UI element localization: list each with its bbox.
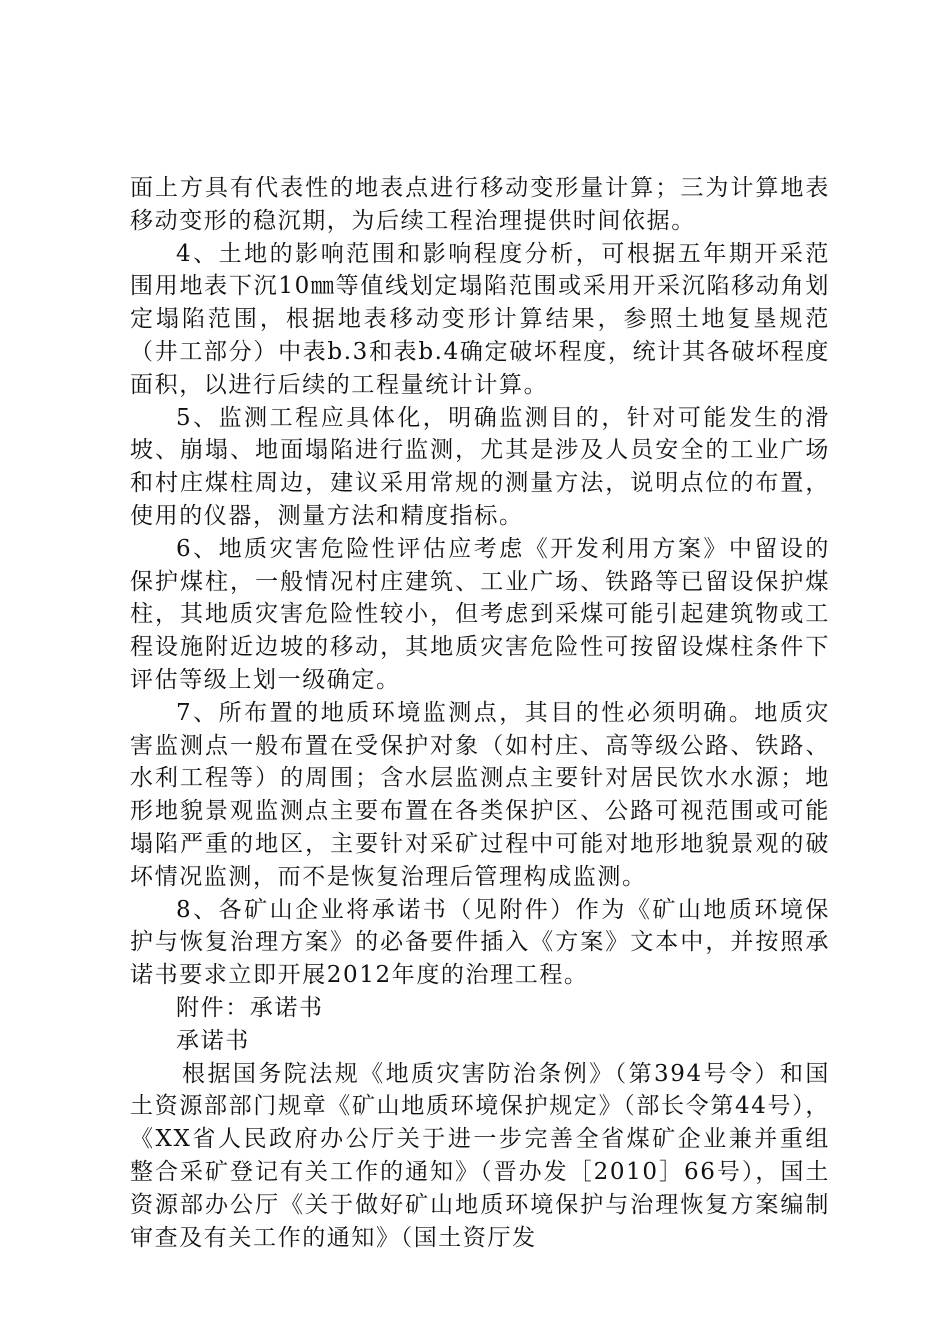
attachment-label: 附件：承诺书 — [176, 994, 324, 1021]
paragraph-item-8: 8、各矿山企业将承诺书（见附件）作为《矿山地质环境保护与恢复治理方案》的必备要件插入《方案》文本中，并按照承诺书要求立即开展2012年度的治理工程。 — [130, 896, 830, 989]
pledge-title: 承诺书 — [176, 1027, 250, 1054]
paragraph-item-6: 6、地质灾害危险性评估应考虑《开发利用方案》中留设的保护煤柱，一般情况村庄建筑、工业广场、铁路等已留设保护煤柱，其地质灾害危险性较小，但考虑到采煤可能引起建筑物或工程设施附近边坡的移动，其地质灾害危险性可按留设煤柱条件下评估等级上划一级确定。 — [130, 535, 830, 693]
paragraph-item-7: 7、所布置的地质环境监测点，其目的性必须明确。地质灾害监测点一般布置在受保护对象（如村庄、高等级公路、铁路、水利工程等）的周围；含水层监测点主要针对居民饮水水源；地形地貌景观监测点主要布置在各类保护区、公路可视范围或可能塌陷严重的地区，主要针对采矿过程中可能对地形地貌景观的破坏情况监测，而不是恢复治理后管理构成监测。 — [130, 699, 830, 890]
paragraph-continued: 面上方具有代表性的地表点进行移动变形量计算；三为计算地表移动变形的稳沉期，为后续工程治理提供时间依据。 — [130, 175, 830, 234]
pledge-body: 根据国务院法规《地质灾害防治条例》（第394号令）和国土资源部部门规章《矿山地质环境保护规定》（部长令第44号），《XX省人民政府办公厅关于进一步完善全省煤矿企业兼并重组整合采矿登记有关工作的通知》（晋办发［2010］66号），国土资源部办公厅《关于做好矿山地质环境保护与治理恢复方案编制审查及有关工作的通知》（国土资厅发 — [130, 1060, 830, 1251]
paragraph-item-5: 5、监测工程应具体化，明确监测目的，针对可能发生的滑坡、崩塌、地面塌陷进行监测，尤其是涉及人员安全的工业广场和村庄煤柱周边，建议采用常规的测量方法，说明点位的布置，使用的仪器，测量方法和精度指标。 — [130, 404, 830, 529]
paragraph-item-4: 4、土地的影响范围和影响程度分析，可根据五年期开采范围用地表下沉10㎜等值线划定塌陷范围或采用开采沉陷移动角划定塌陷范围，根据地表移动变形计算结果，参照土地复垦规范（井工部分）中表b.3和表b.4确定破坏程度，统计其各破坏程度面积，以进行后续的工程量统计计算。 — [130, 240, 830, 398]
document-body — [130, 172, 830, 1254]
